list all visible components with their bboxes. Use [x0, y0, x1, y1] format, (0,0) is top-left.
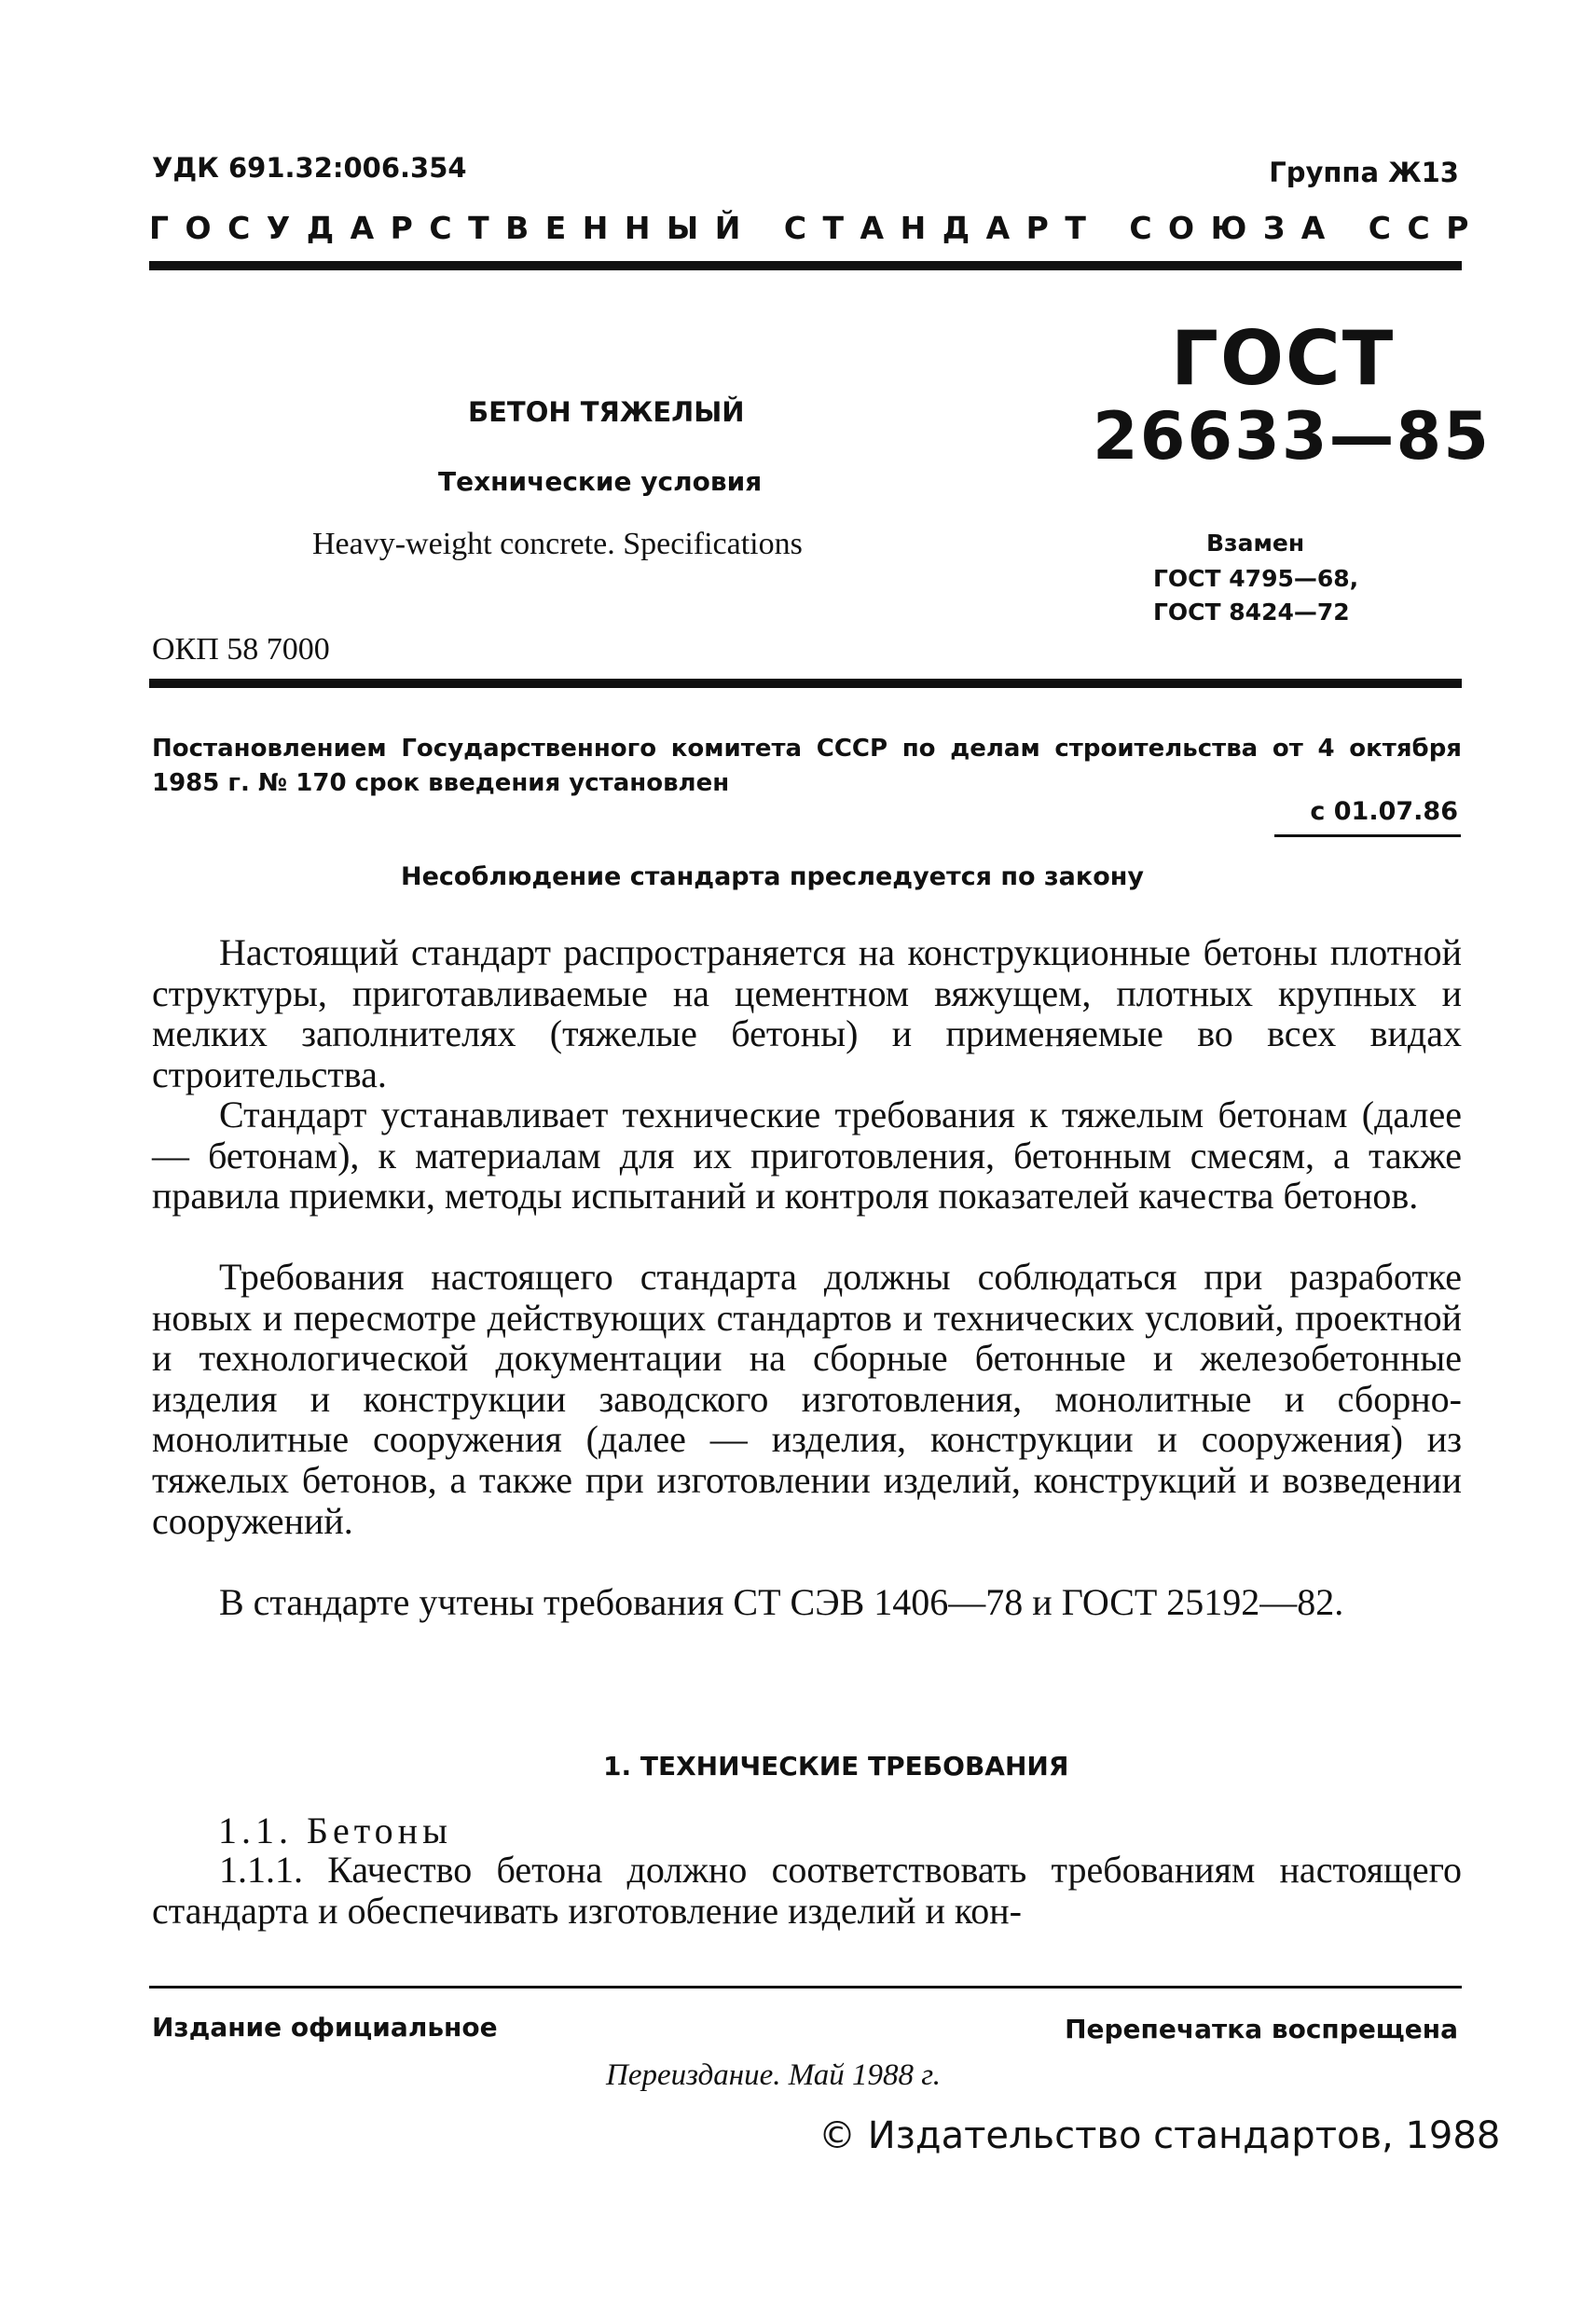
group-code: Группа Ж13 — [1269, 157, 1459, 188]
effective-date: с 01.07.86 — [1310, 797, 1458, 826]
title-block-rule — [149, 679, 1462, 688]
effective-date-underline — [1274, 834, 1461, 837]
title-ru: БЕТОН ТЯЖЕЛЫЙ — [468, 396, 745, 428]
replaced-standard: ГОСТ 8424—72 — [1153, 599, 1350, 626]
okp-code: ОКП 58 7000 — [152, 632, 330, 667]
replaces-label: Взамен — [1206, 530, 1305, 557]
body-paragraph: Настоящий стандарт распространяется на конструкционные бетоны плотной структуры, приготавливаемые на цементном вяжущем, плотных крупных и мелких заполнителях (тяжелые бетоны) и применяемые во всех видах строительства. — [152, 931, 1462, 1095]
body-paragraph: В стандарте учтены требования СТ СЭВ 1406—78 и ГОСТ 25192—82. — [219, 1581, 1344, 1623]
reissue-note: Переиздание. Май 1988 г. — [606, 2058, 941, 2092]
header-title: ГОСУДАРСТВЕННЫЙ СТАНДАРТ СОЮЗА ССР — [149, 210, 1485, 246]
body-paragraph: Требования настоящего стандарта должны соблюдаться при разработке новых и пересмотре действующих стандартов и технических условий, проектной и технологической документации на сборные бетонные и железобетонные изделия и конструкции заводского изготовления, монолитные и сборно-монолитные сооружения (далее — изделия, конструкции и сооружения) из тяжелых бетонов, а также при изготовлении изделий, конструкций и возведении сооружений. — [152, 1256, 1462, 1542]
gost-label: ГОСТ — [1171, 315, 1396, 402]
legal-notice: Несоблюдение стандарта преследуется по закону — [401, 862, 1145, 891]
section-heading: 1. ТЕХНИЧЕСКИЕ ТРЕБОВАНИЯ — [603, 1751, 1069, 1782]
decree-text: Постановлением Государственного комитета СССР по делам строительства от 4 октября 1985 г. № 170 срок введения установлен — [152, 735, 1462, 797]
title-en: Heavy-weight concrete. Specifications — [312, 527, 803, 561]
body-paragraph: Стандарт устанавливает технические требования к тяжелым бетонам (далее — бетонам), к материалам для их приготовления, бетонным смесям, а также правила приемки, методы испытаний и контроля показателей качества бетонов. — [152, 1094, 1462, 1218]
publisher-line: © Издательство стандартов, 1988 — [819, 2114, 1501, 2157]
subtitle-ru: Технические условия — [438, 466, 763, 497]
header-rule — [149, 261, 1462, 270]
gost-number: 26633—85 — [1093, 398, 1491, 475]
replaced-standard: ГОСТ 4795—68, — [1153, 565, 1359, 592]
edition-label: Издание официальное — [152, 2012, 498, 2043]
reprint-ban-label: Перепечатка воспрещена — [1065, 2014, 1458, 2044]
clause-text: 1.1.1. Качество бетона должно соответствовать требованиям настоящего стандарта и обеспечивать изготовление изделий и кон- — [152, 1849, 1462, 1932]
subsection-heading: 1.1. Бетоны — [218, 1810, 452, 1851]
footer-rule — [149, 1986, 1462, 1989]
udk-code: УДК 691.32:006.354 — [152, 152, 467, 184]
